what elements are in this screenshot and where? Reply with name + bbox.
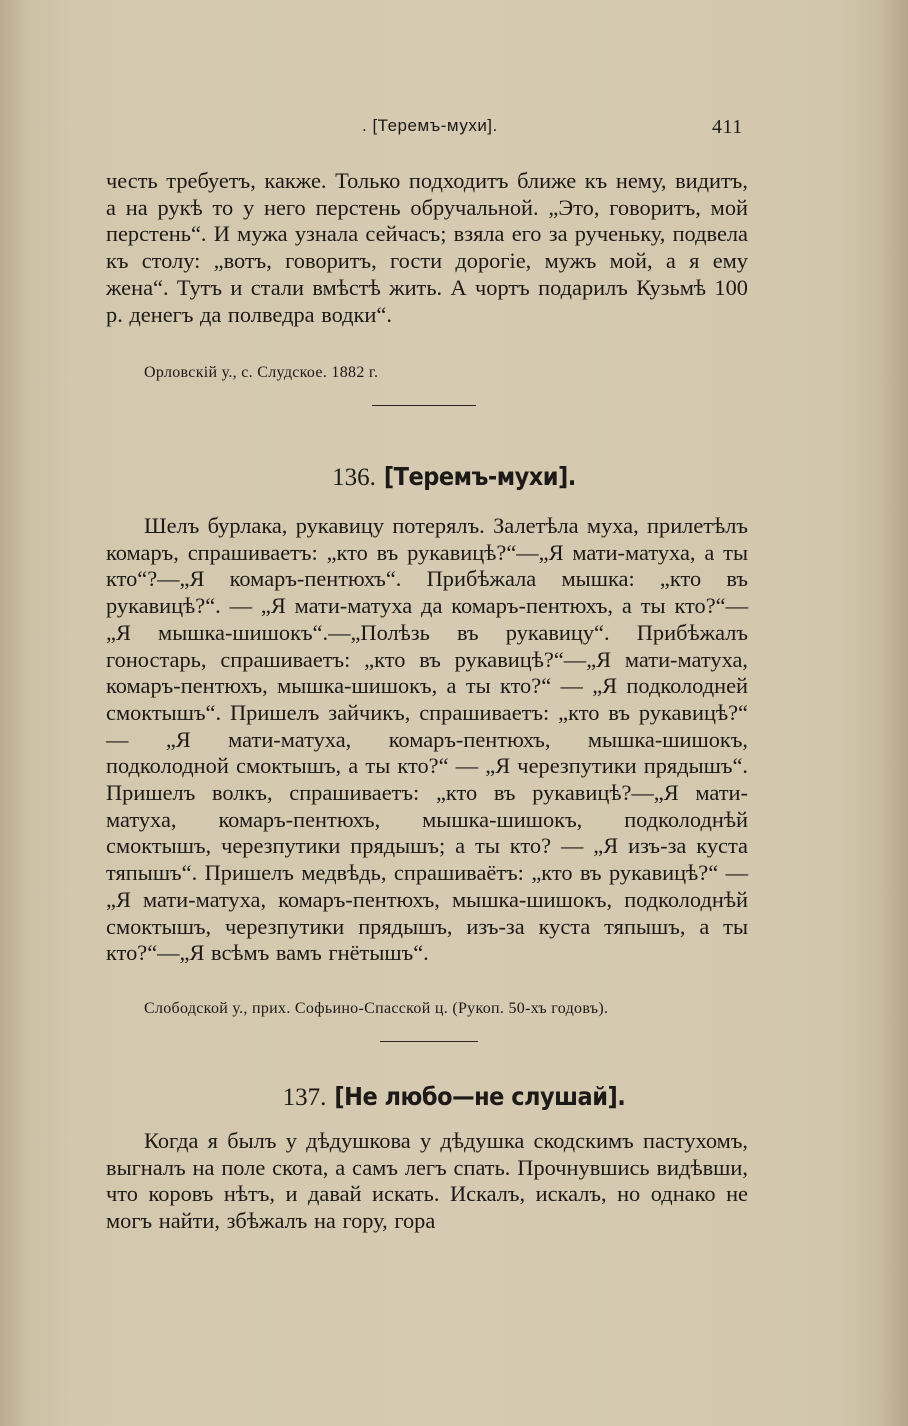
- story-136-number: 136.: [332, 464, 376, 491]
- story-137-text: Когда я былъ у дѣдушкова у дѣдушка скодскимъ пастухомъ, выгналъ на поле скота, а самъ легъ спать. Прочнувшись видѣвши, что коровъ нѣтъ, и давай искать. Искалъ, искалъ, но однако не могъ найти, збѣжалъ на гору, гора: [106, 1128, 748, 1234]
- previous-story-ending: [106, 168, 748, 328]
- story-136-text: Шелъ бурлака, рукавицу потерялъ. Залетѣла муха, прилетѣлъ комаръ, спрашиваетъ: „кто въ рукавицѣ?“—„Я мати-матуха, а ты кто“?—„Я комаръ-пентюхъ“. Прибѣжала мышка: „кто въ рукавицѣ?“. — „Я мати-матуха да комаръ-пентюхъ, а ты кто?“—„Я мышка-шишокъ“.—„Полѣзь въ рукавицу“. Прибѣжалъ гоностарь, спрашиваетъ: „кто въ рукавицѣ?“—„Я мати-матуха, комаръ-пентюхъ, мышка-шишокъ, а ты кто?“ — „Я подколодней смоктышъ“. Пришелъ зайчикъ, спрашиваетъ: „кто въ рукавицѣ?“ — „Я мати-матуха, комаръ-пентюхъ, мышка-шишокъ, подколодной смоктышъ, а ты кто?“ — „Я черезпутики прядышъ“. Пришелъ волкъ, спрашиваетъ: „кто въ рукавицѣ?—„Я мати-матуха, комаръ-пентюхъ, мышка-шишокъ, подколоднѣй смоктышъ, черезпутики прядышъ; а ты кто? — „Я изъ-за куста тяпышъ“. Пришелъ медвѣдь, спрашиваётъ: „кто въ рукавицѣ?“ — „Я мати-матуха, комаръ-пентюхъ, мышка-шишокъ, подколоднѣй смоктышъ, черезпутики прядышъ, изъ-за куста тяпышъ, а ты кто?“—„Я всѣмъ вамъ гнётышъ“.: [106, 513, 748, 966]
- story-136-source: Слободской у., прих. Софьино-Спасской ц. (Рукоп. 50-хъ годовъ).: [144, 1000, 609, 1017]
- story-136-heading: [0, 462, 908, 492]
- page-number: 411: [712, 116, 743, 138]
- running-head: [0, 116, 908, 140]
- story-136-body: [106, 513, 748, 967]
- section-divider: [380, 1041, 478, 1042]
- story-137-number: 137.: [282, 1084, 327, 1111]
- section-divider: [372, 405, 476, 406]
- previous-story-text: честь требуетъ, какже. Только подходитъ ближе къ нему, видитъ, а на рукѣ то у него перстень обручальной. „Это, говоритъ, мой перстень“. И мужа узнала сейчасъ; взяла его за рученьку, подвела къ столу: „вотъ, говоритъ, гости дорогіе, мужъ мой, а я ему жена“. Тутъ и стали вмѣстѣ жить. А чортъ подарилъ Кузьмѣ 100 р. денегъ да полведра водки“.: [106, 168, 748, 327]
- story-137-body: [106, 1128, 748, 1235]
- previous-story-source: Орловскій у., с. Слудское. 1882 г.: [144, 364, 379, 381]
- story-137-title: [Не любо—не слушай].: [334, 1082, 626, 1111]
- story-137-heading: [0, 1082, 908, 1112]
- running-head-title: . [Теремъ-мухи].: [362, 116, 498, 135]
- story-136-title: [Теремъ-мухи].: [383, 462, 576, 491]
